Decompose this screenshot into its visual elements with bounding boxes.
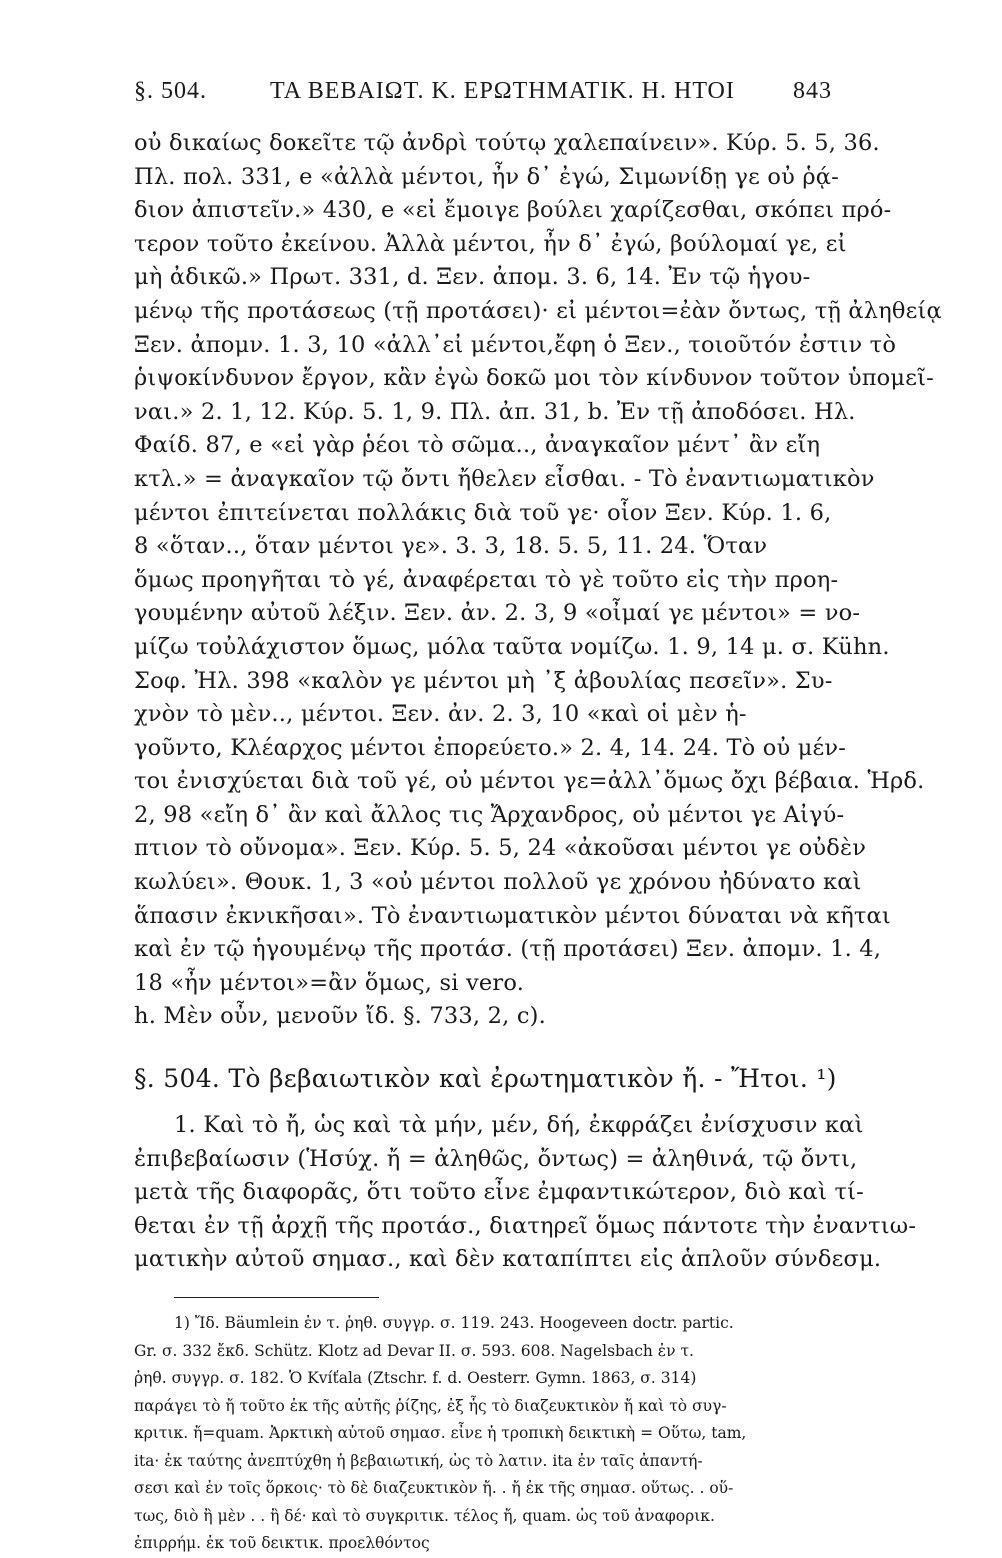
footnote-line: ῥηθ. συγγρ. σ. 182. Ὁ Kvíťala (Ztschr. f. d. Oesterr. Gymn. 1863, σ. 314)	[134, 1369, 697, 1387]
footnote-line: ἐπιρρήμ. ἐκ τοῦ δεικτικ. προελθόντος	[134, 1534, 430, 1552]
text-line: γοῦντο, Κλέαρχος μέντοι ἐπορεύετο.» 2. 4, 14. 24. Τὸ οὐ μέν-	[134, 734, 847, 761]
footnote	[134, 1310, 832, 1558]
footnote-line: σεσι καὶ ἐν τοῖς ὅρκοις· τὸ δὲ διαζευκτικὸν ἤ. . ἤ ἐκ τῆς σημασ. οὕτως. . οὕ-	[134, 1479, 734, 1497]
text-line: Πλ. πολ. 331, e «ἀλλὰ μέντοι, ἦν δ᾽ ἐγώ, Σιμωνίδῃ γε οὐ ῥᾴ-	[134, 163, 839, 190]
text-line: 8 «ὅταν.., ὅταν μέντοι γε». 3. 3, 18. 5. 5, 11. 24. Ὅταν	[134, 533, 768, 560]
text-line: θεται ἐν τῇ ἀρχῇ τῆς προτάσ., διατηρεῖ ὅμως πάντοτε τὴν ἐναντιω-	[134, 1212, 917, 1239]
text-line: μὴ ἀδικῶ.» Πρωτ. 331, d. Ξεν. ἀπομ. 3. 6, 14. Ἐν τῷ ἡγου-	[134, 264, 811, 291]
text-line: κωλύει». Θουκ. 1, 3 «οὐ μέντοι πολλοῦ γε χρόνου ἠδύνατο καὶ	[134, 869, 862, 896]
text-line: ἐπιβεβαίωσιν (Ἡσύχ. ἤ = ἀληθῶς, ὄντως) = ἀληθινά, τῷ ὄντι,	[134, 1145, 858, 1172]
section-paragraph	[134, 1109, 917, 1277]
text-line: χνὸν τὸ μὲν.., μέντοι. Ξεν. ἀν. 2. 3, 10 «καὶ οἱ μὲν ἡ-	[134, 701, 747, 728]
text-line: h. Μὲν οὖν, μενοῦν ἴδ. §. 733, 2, c).	[134, 1003, 546, 1030]
text-line: ῥιψοκίνδυνον ἔργον, κἂν ἐγὼ δοκῶ μοι τὸν κίνδυνον τοῦτον ὑπομεῖ-	[134, 365, 934, 392]
page-number: 843	[793, 78, 832, 104]
text-line: οὐ δικαίως δοκεῖτε τῷ ἀνδρὶ τούτῳ χαλεπαίνειν». Κύρ. 5. 5, 36.	[134, 130, 880, 156]
text-line: πτιον τὸ οὔνομα». Ξεν. Κύρ. 5. 5, 24 «ἀκοῦσαι μέντοι γε οὐδὲν	[134, 835, 867, 862]
text-line: διον ἀπιστεῖν.» 430, e «εἰ ἔμοιγε βούλει χαρίζεσθαι, σκόπει πρό-	[134, 197, 892, 224]
footnote-line: 1) Ἴδ. Bäumlein ἐν τ. ῥηθ. συγγρ. σ. 119. 243. Hoogeveen doctr. partic.	[174, 1314, 734, 1332]
text-line: κτλ.» = ἀναγκαῖον τῷ ὄντι ἤθελεν εἶσθαι. - Τὸ ἐναντιωματικὸν	[134, 465, 875, 492]
text-line: 2, 98 «εἴη δ᾽ ἂν καὶ ἄλλος τις Ἄρχανδρος, οὐ μέντοι γε Αἰγύ-	[134, 801, 845, 828]
text-line: ματικὴν αὐτοῦ σημασ., καὶ δὲν καταπίπτει εἰς ἁπλοῦν σύνδεσμ.	[134, 1246, 882, 1273]
text-line: ναι.» 2. 1, 12. Κύρ. 5. 1, 9. Πλ. ἀπ. 31, b. Ἐν τῇ ἀποδόσει. Ηλ.	[134, 398, 856, 425]
footnote-line: παράγει τὸ ἤ τοῦτο ἐκ τῆς αὐτῆς ῥίζης, ἐξ ἧς τὸ διαζευκτικὸν ἤ καὶ τὸ συγ-	[134, 1396, 727, 1415]
text-line: ἅπασιν ἐκνικῆσαι». Τὸ ἐναντιωματικὸν μέντοι δύναται νὰ κῆται	[134, 902, 891, 929]
text-line: Ξεν. ἀπομν. 1. 3, 10 «ἀλλ᾽εἰ μέντοι,ἔφη ὁ Ξεν., τοιοῦτόν ἐστιν τὸ	[134, 331, 897, 358]
text-line: καὶ ἐν τῷ ἡγουμένῳ τῆς προτάσ. (τῇ προτάσει) Ξεν. ἀπομν. 1. 4,	[134, 936, 882, 963]
section-heading: §. 504. Τὸ βεβαιωτικὸν καὶ ἐρωτηματικὸν ἤ. - Ἤτοι. ¹)	[134, 1064, 837, 1094]
footnote-divider	[174, 1297, 379, 1298]
running-header	[134, 78, 832, 105]
text-line: 1. Καὶ τὸ ἤ, ὡς καὶ τὰ μήν, μέν, δή, ἐκφράζει ἐνίσχυσιν καὶ	[174, 1112, 864, 1139]
footnote-line: κριτικ. ἤ=quam. Ἀρκτικὴ αὐτοῦ σημασ. εἶνε ἡ τροπικὴ δεικτικὴ = Οὕτω, tam,	[134, 1424, 747, 1442]
text-line: Σοφ. Ἠλ. 398 «καλὸν γε μέντοι μὴ ᾿ξ ἀβουλίας πεσεῖν». Συ-	[134, 667, 833, 694]
footnote-line: Gr. σ. 332 ἔκδ. Schütz. Klotz ad Devar II. σ. 593. 608. Nagelsbach ἐν τ.	[134, 1341, 694, 1360]
text-line: μετὰ τῆς διαφορᾶς, ὅτι τοῦτο εἶνε ἐμφαντικώτερον, διὸ καὶ τί-	[134, 1179, 864, 1206]
footnote-line: ita· ἐκ ταύτης ἀνεπτύχθη ἡ βεβαιωτική, ὡς τὸ λατιν. ita ἐν ταῖς ἀπαντή-	[134, 1451, 703, 1470]
text-line: τοι ἐνισχύεται διὰ τοῦ γέ, οὐ μέντοι γε=ἀλλ᾽ὅμως ὄχι βέβαια. Ἡρδ.	[134, 768, 925, 795]
text-line: τερον τοῦτο ἐκείνου. Ἀλλὰ μέντοι, ἦν δ᾽ ἐγώ, βούλομαί γε, εἰ	[134, 230, 847, 257]
text-line: γουμένην αὐτοῦ λέξιν. Ξεν. ἀν. 2. 3, 9 «οἶμαί γε μέντοι» = νο-	[134, 600, 861, 627]
body-text	[134, 127, 942, 1034]
header-section-number: §. 504.	[134, 78, 207, 104]
text-line: Φαίδ. 87, e «εἰ γὰρ ῥέοι τὸ σῶμα.., ἀναγκαῖον μέντ᾽ ἂν εἴη	[134, 432, 821, 459]
text-line: μένῳ τῆς προτάσεως (τῇ προτάσει)· εἰ μέντοι=ἐὰν ὄντως, τῇ ἀληθείᾳ	[134, 297, 942, 324]
header-title: ΤΑ ΒΕΒΑΙΩΤ. Κ. ΕΡΩΤΗΜΑΤΙΚ. Η. ΗΤΟΙ	[270, 78, 735, 104]
text-line: μέντοι ἐπιτείνεται πολλάκις διὰ τοῦ γε· οἷον Ξεν. Κύρ. 1. 6,	[134, 499, 832, 526]
text-line: ὅμως προηγῆται τὸ γέ, ἀναφέρεται τὸ γὲ τοῦτο εἰς τὴν προη-	[134, 566, 839, 593]
text-line: 18 «ἦν μέντοι»=ἂν ὅμως, si vero.	[134, 969, 525, 996]
text-line: μίζω τοὐλάχιστον ὅμως, μόλα ταῦτα νομίζω. 1. 9, 14 μ. σ. Kühn.	[134, 633, 890, 660]
footnote-line: τως, διὸ ἢ μὲν . . ἢ δέ· καὶ τὸ συγκριτικ. τέλος ἤ, quam. ὡς τοῦ ἀναφορικ.	[134, 1506, 715, 1525]
